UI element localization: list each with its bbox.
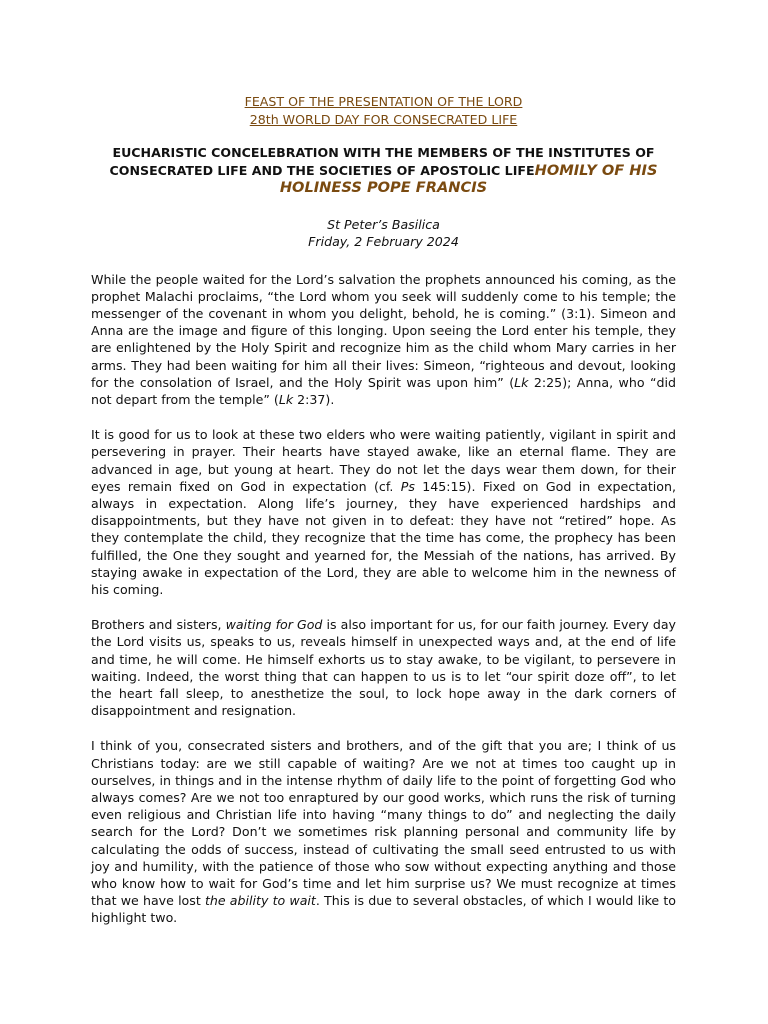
text-run: is also important for us, for our faith journey. Every day the Lord visits us, speaks to us, reveals himself in unexpected ways and, at the end of life and time, he will come. He himself exhorts us to stay awake, to be vigilant, to persevere in waiting. Indeed, the worst thing that can happen to us is to let “our spirit doze off”, to let the heart fall sleep, to anesthetize the soul, to lock hope away in the dark corners of disappointment and resignation. <box>91 617 676 719</box>
document-title <box>91 144 676 197</box>
italic-run: the ability to wait <box>204 893 316 909</box>
homily-body <box>91 271 676 927</box>
celebration-title: EUCHARISTIC CONCELEBRATION WITH THE MEMBERS OF THE INSTITUTES OF CONSECRATED LIFE AND THE SOCIETIES OF APOSTOLIC LIFE <box>109 145 655 178</box>
italic-run: Ps <box>400 478 415 494</box>
text-run: I think of you, consecrated sisters and brothers, and of the gift that you are; I think of us Christians today: are we still capable of waiting? Are we not at times too caught up in ourselves, in things and in the intense rhythm of daily life to the point of forgetting God who always comes? Are we not too enraptured by our good works, which runs the risk of turning even religious and Christian life into having “many things to do” and neglecting the daily search for the Lord? Don’t we sometimes risk planning personal and community life by calculating the odds of success, instead of cultivating the small seed entrusted to us with joy and humility, with the patience of those who sow without expecting anything and those who know how to wait for God’s time and let him surprise us? We must recognize at times that we have lost <box>91 738 676 909</box>
text-run: While the people waited for the Lord’s salvation the prophets announced his coming, as the prophet Malachi proclaims, “the Lord whom you seek will suddenly come to his temple; the messenger of the covenant in whom you delight, behold, he is coming.” (3:1). Simeon and Anna are the image and figure of this longing. Upon seeing the Lord enter his temple, they are enlightened by the Holy Spirit and recognize him as the child whom Mary carries in her arms. They had been waiting for him all their lives: Simeon, “righteous and devout, looking for the consolation of Israel, and the Holy Spirit was upon him” ( <box>91 271 676 390</box>
italic-run: waiting for God <box>225 617 323 633</box>
body-paragraph <box>91 426 676 598</box>
feast-title: FEAST OF THE PRESENTATION OF THE LORD <box>244 94 523 109</box>
dateline <box>91 216 676 251</box>
text-run: . This is due to several obstacles, of which I would like to highlight two. <box>91 893 676 926</box>
text-run: 145:15). Fixed on God in expectation, always in expectation. Along life’s journey, they have experienced hardships and disappointments, but they have not given in to defeat: they have not “retired” hope. As they contemplate the child, they recognize that the time has come, the prophecy has been fulfilled, the One they sought and yearned for, the Messiah of the nations, has arrived. By staying awake in expectation of the Lord, they are able to welcome him in the newness of his coming. <box>91 478 676 597</box>
homily-title: HOMILY OF HIS HOLINESS POPE FRANCIS <box>279 161 658 196</box>
date-line: Friday, 2 February 2024 <box>308 234 459 249</box>
event-header <box>91 93 676 129</box>
text-run: 2:37). <box>293 391 335 407</box>
italic-run: Lk <box>514 374 529 390</box>
italic-run: Lk <box>278 391 294 407</box>
text-run: Brothers and sisters, <box>91 617 226 633</box>
body-paragraph <box>91 737 676 926</box>
place-line: St Peter’s Basilica <box>327 216 440 232</box>
body-paragraph <box>91 616 676 719</box>
text-run: 2:25); Anna, who “did not depart from the temple” ( <box>91 374 676 407</box>
world-day-title: 28th WORLD DAY FOR CONSECRATED LIFE <box>249 112 518 127</box>
text-run: It is good for us to look at these two elders who were waiting patiently, vigilant in spirit and persevering in prayer. Their hearts have stayed awake, like an eternal flame. They are advanced in age, but young at heart. They do not let the days wear them down, for their eyes remain fixed on God in expectation (cf. <box>91 427 676 494</box>
body-paragraph <box>91 271 676 409</box>
